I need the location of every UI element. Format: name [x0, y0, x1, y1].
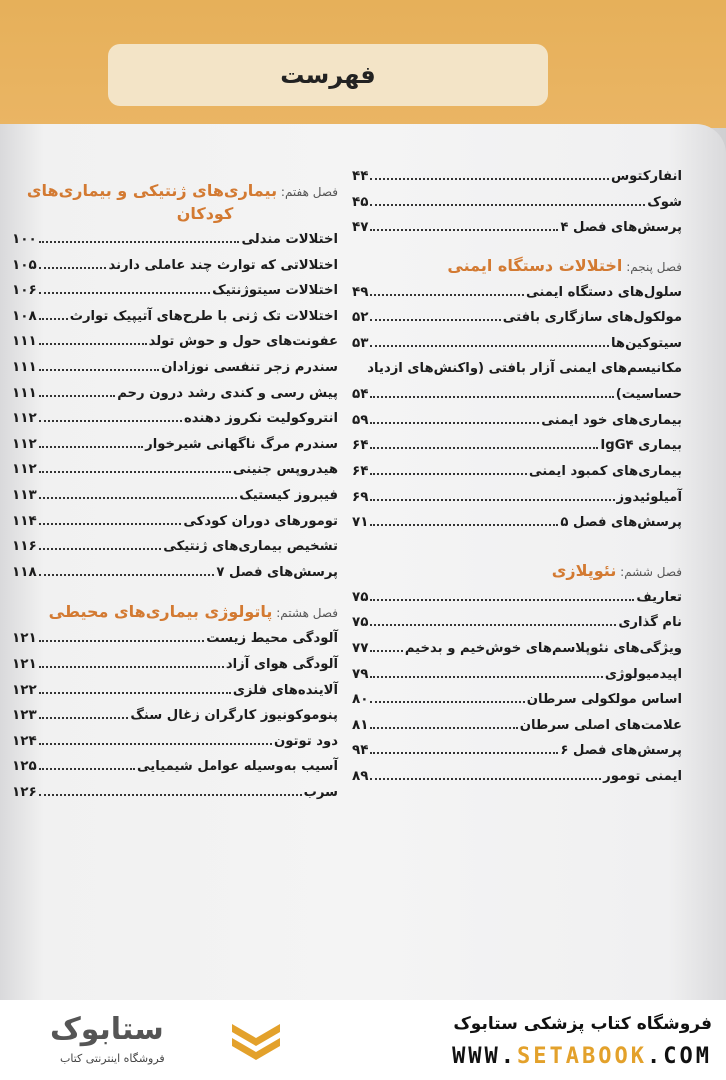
toc-left-column [12, 180, 338, 809]
toc-entry-page: ۱۱۸ [12, 563, 37, 580]
toc-entry[interactable] [12, 385, 338, 411]
toc-entry-page: ۷۵ [352, 614, 369, 631]
toc-entry-title: ویژگی‌های نئوپلاسم‌های خوش‌خیم و بدخیم [404, 640, 682, 656]
toc-entry-page: ۱۰۸ [12, 307, 37, 324]
toc-entry[interactable] [352, 463, 682, 489]
toc-entry[interactable] [352, 489, 682, 515]
toc-entry[interactable] [12, 333, 338, 359]
toc-entry[interactable] [352, 691, 682, 717]
toc-entry-title: اختلالاتی که توارث چند عاملی دارند [108, 257, 338, 273]
chapter-title: نئوپلازی [551, 560, 617, 580]
toc-entry[interactable] [352, 589, 682, 615]
store-logo[interactable] [30, 1012, 280, 1072]
toc-entry[interactable] [12, 436, 338, 462]
toc-entry-page: ۸۰ [352, 691, 369, 708]
leader-dots [39, 574, 215, 576]
toc-entry-page: ۵۹ [352, 411, 369, 428]
leader-dots [370, 229, 558, 231]
toc-entry-title: اساس مولکولی سرطان [526, 692, 682, 708]
toc-entry[interactable] [12, 630, 338, 656]
toc-entry[interactable] [352, 514, 682, 540]
toc-entry-title: آلودگی محیط زیست [206, 631, 338, 647]
toc-entry-page: ۷۷ [352, 639, 369, 656]
toc-entry[interactable] [12, 513, 338, 539]
toc-entry-page: ۷۵ [352, 588, 369, 605]
leader-dots [39, 717, 129, 719]
toc-entry-title: علامت‌های اصلی سرطان [519, 717, 682, 733]
leader-dots [370, 499, 614, 501]
leader-dots [39, 369, 160, 371]
chapter-label: فصل ششم: [620, 564, 682, 579]
leader-dots [370, 294, 524, 296]
chapter-title: پاتولوژی بیماری‌های محیطی [48, 602, 273, 622]
leader-dots [39, 241, 240, 243]
toc-entry-page: ۴۵ [352, 193, 369, 210]
url-brand: SETABOOK [517, 1044, 648, 1069]
toc-entry[interactable] [352, 717, 682, 743]
leader-dots [370, 345, 608, 347]
toc-entry-title: اختلالات مندلی [241, 232, 338, 247]
toc-entry-title: اختلالات سیتوژنتیک [212, 283, 338, 299]
leader-dots [370, 178, 608, 180]
toc-entry[interactable] [12, 487, 338, 513]
leader-dots [39, 497, 238, 499]
toc-entry-title: آمیلوئیدوز [616, 489, 682, 505]
leader-dots [39, 692, 231, 694]
toc-entry-page: ۱۲۱ [12, 630, 37, 647]
toc-entry-title: آلودگی هوای آزاد [225, 656, 338, 672]
toc-entry-page: ۱۲۳ [12, 707, 37, 724]
url-prefix: WWW. [452, 1044, 518, 1069]
toc-entry-title: پرسش‌های فصل ۴ [560, 220, 682, 236]
toc-entry[interactable] [352, 219, 682, 245]
toc-entry-title: شوک [647, 194, 682, 210]
toc-entry-page: ۵۲ [352, 309, 369, 326]
toc-entry-title: تومورهای دوران کودکی [183, 513, 338, 529]
toc-entry-title: هیدروپس جنینی [232, 462, 338, 478]
url-suffix: .COM [647, 1044, 712, 1069]
leader-dots [370, 447, 598, 449]
chapter-heading [352, 255, 682, 278]
toc-entry-title: پیش رسی و کندی رشد درون رحم [117, 385, 338, 401]
logo-subtitle: فروشگاه اینترنتی کتاب [60, 1052, 165, 1065]
leader-dots [39, 768, 135, 770]
toc-entry[interactable] [352, 412, 682, 438]
toc-entry-page: ۴۹ [352, 283, 369, 300]
toc-entry[interactable] [352, 386, 682, 412]
leader-dots [39, 343, 147, 345]
toc-entry[interactable] [352, 335, 682, 361]
leader-dots [370, 473, 526, 475]
toc-entry[interactable] [12, 461, 338, 487]
toc-entry-page: ۸۱ [352, 716, 369, 733]
leader-dots [39, 446, 143, 448]
toc-entry-page: ۵۳ [352, 334, 369, 351]
chapter-label: فصل هفتم: [280, 185, 338, 199]
toc-entry-title: بیماری IgG۴ [600, 438, 682, 454]
leader-dots [39, 318, 68, 320]
toc-entry-page: ۱۲۶ [12, 783, 37, 800]
toc-entry[interactable] [352, 284, 682, 310]
toc-entry-page: ۵۴ [352, 386, 369, 403]
toc-entry[interactable] [12, 784, 338, 810]
toc-entry-page: ۱۱۱ [12, 333, 37, 350]
toc-entry-wrapped-line1: مکانیسم‌های ایمنی آزار بافتی (واکنش‌های ازدیاد [367, 360, 682, 376]
toc-entry-page: ۷۹ [352, 665, 369, 682]
leader-dots [370, 396, 613, 398]
leader-dots [370, 599, 634, 601]
toc-entry[interactable] [12, 758, 338, 784]
toc-entry-page: ۱۱۱ [12, 384, 37, 401]
toc-entry[interactable] [12, 257, 338, 283]
toc-entry-title: پرسش‌های فصل ۷ [216, 564, 338, 580]
toc-entry[interactable] [12, 682, 338, 708]
leader-dots [370, 727, 517, 729]
toc-entry-page: ۱۱۲ [12, 461, 37, 478]
toc-entry-page: ۱۱۳ [12, 486, 37, 503]
toc-entry-title: سندرم زجر تنفسی نوزادان [161, 359, 338, 375]
toc-entry[interactable] [352, 168, 682, 194]
leader-dots [370, 624, 616, 626]
leader-dots [39, 523, 182, 525]
leader-dots [370, 650, 402, 652]
toc-entry-title: ایمنی تومور [603, 768, 682, 784]
toc-entry-page: ۱۲۴ [12, 732, 37, 749]
toc-entry[interactable] [352, 309, 682, 335]
toc-entry-title: انفارکتوس [610, 169, 682, 184]
chapter-title: بیماری‌های ژنتیکی و بیماری‌های [26, 181, 278, 200]
toc-entry-title: تعاریف [636, 589, 682, 605]
toc-entry-page: ۶۹ [352, 488, 369, 505]
toc-entry-title: آلاینده‌های فلزی [232, 682, 338, 698]
leader-dots [39, 666, 224, 668]
toc-entry[interactable] [352, 742, 682, 768]
leader-dots [39, 640, 204, 642]
toc-entry-title: اختلالات تک ژنی با طرح‌های آتیپیک توارث [69, 308, 338, 324]
toc-entry[interactable] [12, 231, 338, 257]
leader-dots [370, 676, 602, 678]
chapter-title: اختلالات دستگاه ایمنی [447, 255, 623, 275]
leader-dots [39, 292, 210, 294]
toc-entry[interactable] [12, 359, 338, 385]
toc-entry-page: ۱۲۲ [12, 681, 37, 698]
toc-entry-page: ۱۲۱ [12, 655, 37, 672]
toc-entry-title: سلول‌های دستگاه ایمنی [526, 284, 682, 300]
leader-dots [370, 524, 558, 526]
toc-entry-title: پنوموکونیوز کارگران زغال سنگ [130, 708, 338, 724]
toc-entry-title: پرسش‌های فصل ۶ [560, 743, 682, 759]
toc-entry[interactable] [352, 666, 682, 692]
toc-entry-page: ۶۴ [352, 462, 369, 479]
leader-dots [39, 743, 272, 745]
chapter-heading [12, 601, 338, 624]
store-url[interactable] [452, 1044, 712, 1069]
toc-entry-page: ۶۴ [352, 437, 369, 454]
leader-dots [370, 752, 558, 754]
store-footer [0, 1000, 726, 1080]
toc-entry-title: آسیب به‌وسیله عوامل شیمیایی [136, 759, 338, 775]
toc-entry-title: بیماری‌های خود ایمنی [541, 412, 682, 428]
toc-entry-page: ۴۷ [352, 219, 369, 236]
toc-entry-title: انتروکولیت نکروز دهنده [184, 411, 338, 427]
toc-entry[interactable] [352, 437, 682, 463]
toc-entry-page: ۴۴ [352, 168, 369, 184]
leader-dots [39, 471, 231, 473]
leader-dots [370, 204, 645, 206]
toc-entry-title: پرسش‌های فصل ۵ [560, 515, 682, 531]
page-title: فهرست [280, 61, 376, 89]
chapter-heading [12, 180, 338, 225]
toc-right-column [352, 168, 682, 793]
store-title: فروشگاه کتاب پزشکی ستابوک [453, 1014, 712, 1034]
leader-dots [370, 422, 539, 424]
chapter-label: فصل هشتم: [276, 606, 338, 621]
toc-entry-title: عفونت‌های حول و حوش تولد [148, 334, 338, 350]
toc-entry-title: مولکول‌های سازگاری بافتی [502, 310, 682, 326]
leader-dots [370, 319, 500, 321]
chapter-label: فصل پنجم: [626, 259, 682, 274]
toc-entry[interactable] [12, 707, 338, 733]
leader-dots [370, 701, 524, 703]
toc-entry-title: سرب [303, 784, 338, 800]
toc-entry-page: ۸۹ [352, 767, 369, 784]
header-tab [108, 44, 548, 106]
toc-entry-title: دود توتون [273, 733, 338, 749]
toc-entry-page: ۱۰۵ [12, 256, 37, 273]
leader-dots [370, 778, 601, 780]
toc-entry[interactable] [352, 194, 682, 220]
leader-dots [39, 794, 302, 796]
logo-name: ستابوک [50, 1012, 164, 1047]
toc-entry-title: اپیدمیولوژی [604, 666, 682, 682]
toc-entry-page: ۱۰۶ [12, 282, 37, 299]
toc-entry-page: ۱۱۲ [12, 435, 37, 452]
toc-entry-title: فیبروز کیستیک [239, 487, 338, 503]
leader-dots [39, 395, 115, 397]
toc-entry-page: ۱۱۲ [12, 410, 37, 427]
toc-entry[interactable] [12, 733, 338, 759]
toc-entry[interactable] [12, 410, 338, 436]
toc-entry[interactable] [12, 656, 338, 682]
toc-entry[interactable] [12, 564, 338, 590]
toc-entry-page: ۹۴ [352, 742, 369, 759]
toc-entry-title: نام گذاری [618, 615, 682, 631]
leader-dots [39, 548, 162, 550]
toc-entry-page: ۱۱۱ [12, 358, 37, 375]
leader-dots [39, 267, 107, 269]
toc-entry-page: ۷۱ [352, 514, 369, 531]
toc-entry-title: تشخیص بیماری‌های ژنتیکی [163, 539, 338, 555]
toc-entry-title: بیماری‌های کمبود ایمنی [528, 463, 682, 479]
leader-dots [39, 420, 182, 422]
toc-entry-page: ۱۰۰ [12, 231, 37, 247]
toc-entry-page: ۱۱۶ [12, 538, 37, 555]
toc-entry[interactable] [352, 640, 682, 666]
toc-entry[interactable] [12, 538, 338, 564]
toc-entry-title: سیتوکین‌ها [610, 335, 682, 351]
book-stack-icon [230, 1018, 282, 1064]
toc-entry-title: سندرم مرگ ناگهانی شیرخوار [145, 436, 338, 452]
toc-entry-title: حساسیت) [615, 387, 682, 403]
toc-entry[interactable] [352, 614, 682, 640]
toc-entry[interactable] [352, 768, 682, 794]
toc-entry[interactable] [12, 282, 338, 308]
toc-entry[interactable] [12, 308, 338, 334]
chapter-heading [352, 560, 682, 583]
toc-entry-page: ۱۲۵ [12, 758, 37, 775]
toc-entry-page: ۱۱۴ [12, 512, 37, 529]
chapter-title-line2: کودکان [176, 204, 234, 223]
